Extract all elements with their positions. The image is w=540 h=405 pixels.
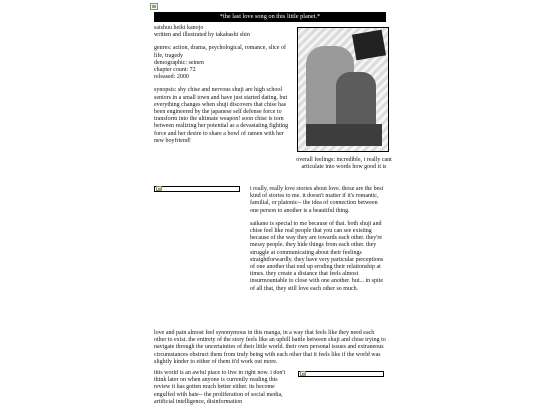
page-title: *the last love song on this little planet.* xyxy=(154,12,386,22)
review-paragraph-2: saikano is special to me because of that. both shuji and chise feel like real people that you can see existing because of the way they are towards each other. they're messy people. they hide things from each other. they struggle at communicating about their feelings straightforwardly. they have very particular perceptions of one another that end up eroding their relationship at times. they create a distance that feels almost insurmountable to close with one another. but... in spite of all that, they still love each other so much. xyxy=(250,220,384,292)
manga-author: written and illustrated by takahashi shin xyxy=(154,32,250,39)
manga-demographic: demographic: seinen xyxy=(154,59,204,66)
framed-image-1 xyxy=(154,186,240,192)
review-paragraph-3: love and pain almost feel synonymous in this manga, in a way that feels like they need each other to exist. the entirety of the story feels like an uphill battle between shuji and chise trying to navigate through the uncertainties of their little world. their own personal issues and extraneous circumstances obstruct them from truly being with each other that it feels like if the world was slightly kinder to either of them it'd work out more. xyxy=(154,330,386,365)
manga-released: released: 2000 xyxy=(154,74,189,81)
framed-image-2 xyxy=(298,371,384,377)
cover-caption: overall feelings: incredible, i really cant articulate into words how good it is xyxy=(296,157,392,171)
broken-image-icon xyxy=(300,371,306,376)
cover-image xyxy=(297,27,389,152)
review-column xyxy=(250,186,385,299)
manga-info xyxy=(154,25,292,145)
manga-title: saishuu heiki kanojo xyxy=(154,25,204,31)
review-paragraph-4: this world is an awful place to live in right now. i don't think later on when anyone is currently reading this review it has gotten much better either. its become engulfed with hate-- the proliferation of social media, artificial intelligence, disinformation xyxy=(154,370,286,405)
manga-genres: genres: action, drama, psychological, romance, slice of life, tragedy xyxy=(154,45,286,59)
review-paragraph-1: i really, really love stories about love. those are the best kind of stories to me. it doesn't matter if it's romantic, familial, or platonic-- the idea of connection between one person to another is a beautiful thing. xyxy=(250,186,384,214)
manga-chapter-count: chapter count: 72 xyxy=(154,67,196,74)
broken-image-icon xyxy=(156,186,162,191)
manga-synopsis: synopsis: shy chise and nervous shuji are high school seniors in a small town and have just started dating. but everything changes when shuji discovers that chise has been engineered by the japanese self defense force to transform into the ultimate weapon! soon chise is torn between realizing her potential as a devastating fighting force and her desire to share a bowl of ramen with her new boyfriend! xyxy=(154,87,289,144)
broken-image-icon xyxy=(150,3,158,10)
